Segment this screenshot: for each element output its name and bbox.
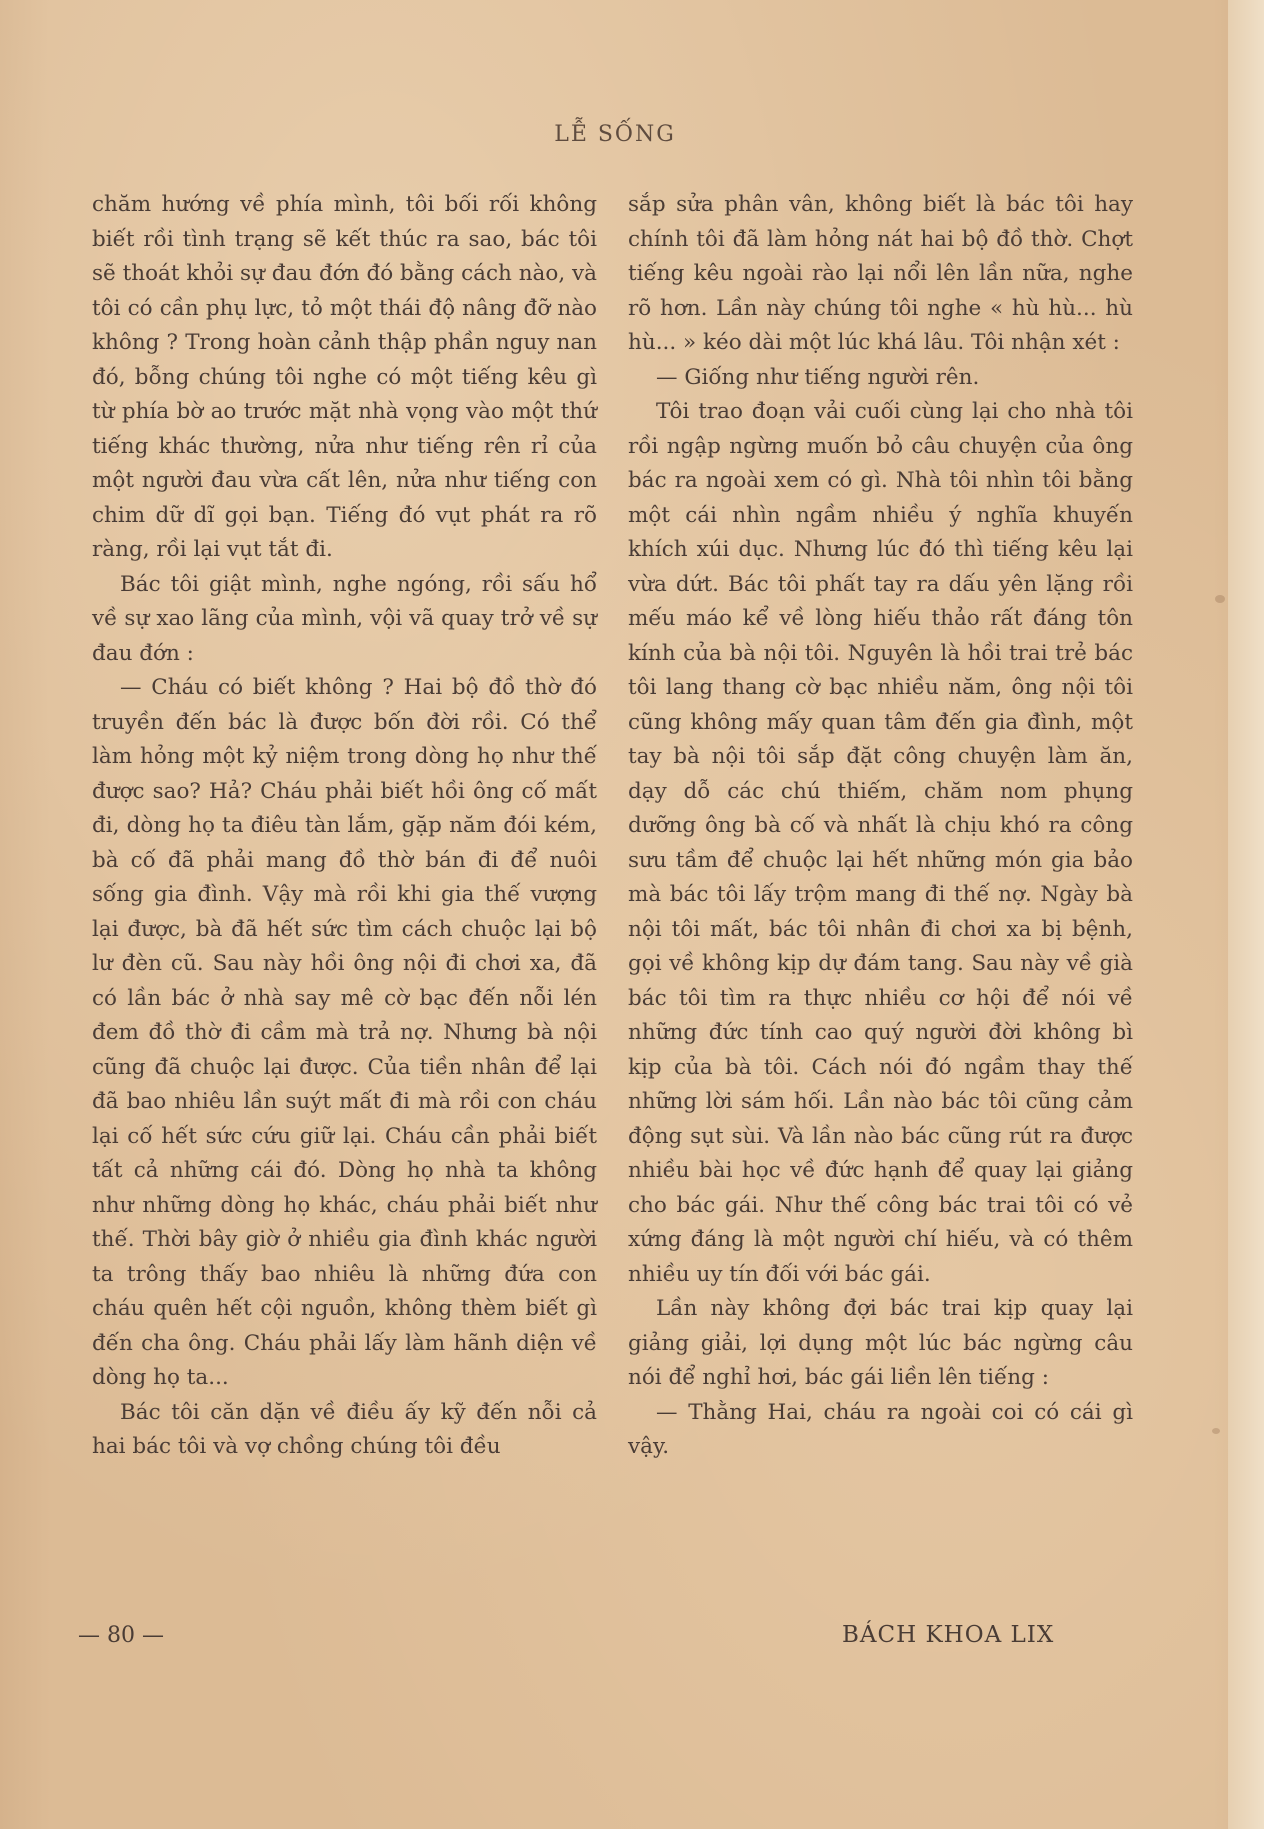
left-column	[92, 188, 597, 1465]
running-title: LỄ SỐNG	[554, 122, 676, 147]
paragraph: Lần này không đợi bác trai kịp quay lại giảng giải, lợi dụng một lúc bác ngừng câu nói để nghỉ hơi, bác gái liền lên tiếng :	[628, 1296, 1133, 1390]
right-column	[628, 188, 1133, 1465]
paper-spot	[1212, 1428, 1220, 1434]
dialogue-paragraph: — Giống như tiếng người rên.	[656, 364, 980, 390]
page-number: — 80 —	[78, 1623, 164, 1648]
paragraph: chăm hướng về phía mình, tôi bối rối không biết rồi tình trạng sẽ kết thúc ra sao, bác tôi sẽ thoát khỏi sự đau đớn đó bằng cách nào, và tôi có cần phụ lực, tỏ một thái độ nâng đỡ nào không ? Trong hoàn cảnh thập phần nguy nan đó, bỗng chúng tôi nghe có một tiếng kêu gì từ phía bờ ao trước mặt nhà vọng vào một thứ tiếng khác thường, nửa như tiếng rên rỉ của một người đau vừa cất lên, nửa như tiếng con chim dữ dĩ gọi bạn. Tiếng đó vụt phát ra rõ ràng, rồi lại vụt tắt đi.	[92, 192, 597, 562]
paragraph: sắp sửa phân vân, không biết là bác tôi hay chính tôi đã làm hỏng nát hai bộ đồ thờ. Chợt tiếng kêu ngoài rào lại nổi lên lần nữa, nghe rõ hơn. Lần này chúng tôi nghe « hù hù... hù hù... » kéo dài một lúc khá lâu. Tôi nhận xét :	[628, 192, 1133, 355]
dialogue-paragraph: — Cháu có biết không ? Hai bộ đồ thờ đó truyền đến bác là được bốn đời rồi. Có thể làm hỏng một kỷ niệm trong dòng họ như thế được sao? Hả? Cháu phải biết hồi ông cố mất đi, dòng họ ta điêu tàn lắm, gặp năm đói kém, bà cố đã phải mang đồ thờ bán đi để nuôi sống gia đình. Vậy mà rồi khi gia thế vượng lại được, bà đã hết sức tìm cách chuộc lại bộ lư đèn cũ. Sau này hồi ông nội đi chơi xa, đã có lần bác ở nhà say mê cờ bạc đến nỗi lén đem đồ thờ đi cầm mà trả nợ. Nhưng bà nội cũng đã chuộc lại được. Của tiền nhân để lại đã bao nhiêu lần suýt mất đi mà rồi con cháu lại cố hết sức cứu giữ lại. Cháu cần phải biết tất cả những cái đó. Dòng họ nhà ta không như những dòng họ khác, cháu phải biết như thế. Thời bây giờ ở nhiều gia đình khác người ta trông thấy bao nhiêu là những đứa con cháu quên hết cội nguồn, không thèm biết gì đến cha ông. Cháu phải lấy làm hãnh diện về dòng họ ta...	[92, 675, 597, 1390]
paragraph: Bác tôi giật mình, nghe ngóng, rồi sấu hổ về sự xao lãng của mình, vội vã quay trở về sự đau đớn :	[92, 571, 597, 666]
paragraph: Bác tôi căn dặn về điều ấy kỹ đến nỗi cả hai bác tôi và vợ chồng chúng tôi đều	[92, 1399, 597, 1459]
paper-spot	[1215, 595, 1225, 603]
page-edge	[1228, 0, 1264, 1829]
dialogue-paragraph: — Thằng Hai, cháu ra ngoài coi có cái gì vậy.	[628, 1399, 1133, 1459]
paragraph: Tôi trao đoạn vải cuối cùng lại cho nhà tôi rồi ngập ngừng muốn bỏ câu chuyện của ông bác ra ngoài xem có gì. Nhà tôi nhìn tôi bằng một cái nhìn ngầm nhiều ý nghĩa khuyến khích xúi dục. Nhưng lúc đó thì tiếng kêu lại vừa dứt. Bác tôi phất tay ra dấu yên lặng rồi mếu máo kể về lòng hiếu thảo rất đáng tôn kính của bà nội tôi. Nguyên là hồi trai trẻ bác tôi lang thang cờ bạc nhiều năm, ông nội tôi cũng không mấy quan tâm đến gia đình, một tay bà nội tôi sắp đặt công chuyện làm ăn, dạy dỗ các chú thiếm, chăm nom phụng dưỡng ông bà cố và nhất là chịu khó ra công sưu tầm để chuộc lại hết những món gia bảo mà bác tôi lấy trộm mang đi thế nợ. Ngày bà nội tôi mất, bác tôi nhân đi chơi xa bị bệnh, gọi về không kịp dự đám tang. Sau này về già bác tôi tìm ra thực nhiều cơ hội để nói về những đức tính cao quý người đời không bì kịp của bà tôi. Cách nói đó ngầm thay thế những lời sám hối. Lần nào bác tôi cũng cảm động sụt sùi. Và lần nào bác cũng rút ra được nhiều bài học về đức hạnh để quay lại giảng cho bác gái. Như thế công bác trai tôi có vẻ xứng đáng là một người chí hiếu, và có thêm nhiều uy tín đối với bác gái.	[628, 399, 1133, 1287]
magazine-issue: BÁCH KHOA LIX	[842, 1622, 1055, 1648]
